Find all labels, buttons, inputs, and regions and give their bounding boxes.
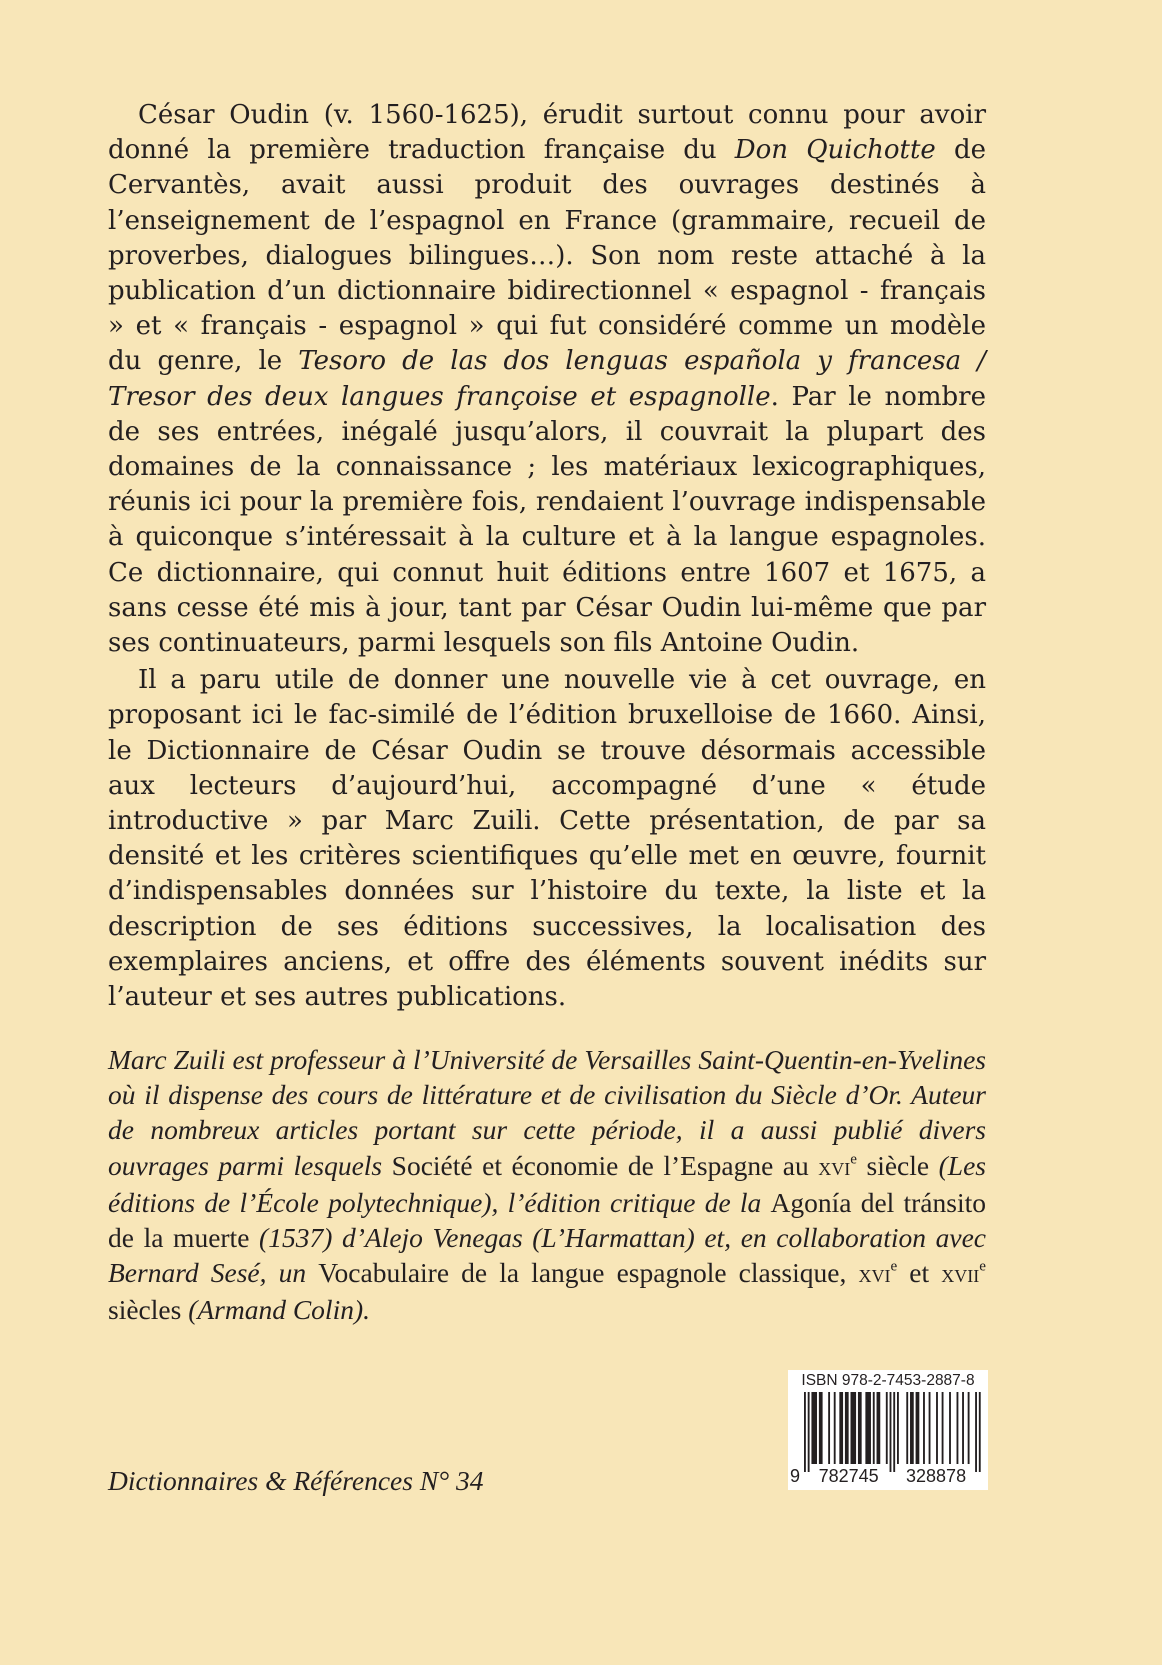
barcode-bar <box>942 1392 944 1464</box>
barcode-bar <box>804 1392 806 1472</box>
barcode-bar <box>890 1392 892 1472</box>
description-text <box>108 98 986 1015</box>
barcode-bar <box>906 1392 908 1464</box>
barcode-bar <box>893 1392 895 1472</box>
barcode-bar <box>845 1392 849 1464</box>
bio-text: Société et économie de l’Espagne au <box>391 1149 819 1181</box>
barcode-bar <box>957 1392 959 1464</box>
barcode-left-digits: 782745 <box>818 1466 879 1486</box>
barcode-bar <box>923 1392 925 1464</box>
bio-text: siècles <box>108 1294 182 1326</box>
isbn-label: ISBN 978-2-7453-2887-8 <box>801 1372 975 1389</box>
collection-series-label: Dictionnaires & Références N° 34 <box>108 1465 484 1496</box>
barcode-bar <box>897 1392 899 1464</box>
description-paragraph-1 <box>108 98 986 661</box>
work-title-tesoro: Tesoro de las dos lenguas española y francesa / Tresor des deux langues françoise et espagnolle <box>108 346 986 412</box>
isbn-barcode <box>788 1370 988 1490</box>
bio-text: (Les éditions de l’École polytechnique), l’édition critique de la <box>108 1149 986 1218</box>
barcode-bar <box>834 1392 836 1464</box>
barcode-bar <box>886 1392 888 1464</box>
barcode-bar <box>851 1392 857 1464</box>
barcode-bar <box>975 1392 977 1472</box>
superscript: e <box>850 1151 857 1168</box>
paragraph-text: . Par le nombre de ses entrées, inégalé jusqu’alors, il couvrait la plupart des domaines de la connaissance ; les matériaux lexicographiques, réunis ici pour la première fois, rendaient l’ouvrage indispensable à quiconque s’intéressait à la culture et à la langue espagnoles. Ce dictionnaire, qui connut huit éditions entre 1607 et 1675, a sans cesse été mis à jour, tant par César Oudin lui-même que par ses continuateurs, parmi lesquels son fils Antoine Oudin. <box>108 381 986 659</box>
barcode-graphic <box>788 1370 988 1490</box>
barcode-bar <box>839 1392 843 1464</box>
superscript: e <box>890 1258 898 1275</box>
bio-text: et <box>897 1257 942 1289</box>
work-title-agonia: Agonía del tránsito de la muerte <box>108 1186 986 1254</box>
bio-text: Vocabulaire de la langue espagnole classique, <box>318 1257 859 1289</box>
barcode-bar <box>949 1392 951 1464</box>
barcode-bar <box>873 1392 875 1464</box>
work-title-don-quichotte: Don Quichotte <box>734 135 936 166</box>
bio-text: Marc Zuili est professeur à l’Université de Versailles Saint-Quentin-en-Yvelines où il dispense des cours de littérature et de civilisation du Siècle d’Or. Auteur de nombreux articles portant sur cette période, il a aussi publié divers ouvrages parmi lesquels <box>108 1044 986 1181</box>
paragraph-text: César Oudin (v. 1560-1625), érudit surtout connu pour avoir donné la première traduction française du <box>108 100 986 166</box>
barcode-bar <box>828 1392 830 1464</box>
barcode-bar <box>808 1392 810 1472</box>
barcode-bar <box>811 1392 817 1464</box>
century-numeral: xvi <box>858 1260 891 1289</box>
description-paragraph-2: Il a paru utile de donner une nouvelle vie à cet ouvrage, en proposant ici le fac-similé de l’édition bruxelloise de 1660. Ainsi, le Dictionnaire de César Oudin se trouve désormais accessible aux lecteurs d’aujourd’hui, accompagné d’une « étude introductive » par Marc Zuili. Cette présentation, de par sa densité et les critères scientifiques qu’elle met en œuvre, fournit d’indispensables données sur l’histoire du texte, la liste et la description de ses éditions successives, la localisation des exemplaires anciens, et offre des éléments souvent inédits sur l’auteur et ses autres publications. <box>108 665 986 1013</box>
barcode-bar <box>968 1392 970 1464</box>
barcode-bar <box>877 1392 881 1464</box>
barcode-bar <box>936 1392 938 1464</box>
barcode-bar <box>916 1392 920 1464</box>
bio-text: (1537) d’Alejo Venegas (L’Harmattan) et, en collaboration avec Bernard Sesé, un <box>108 1222 986 1289</box>
barcode-right-digits: 328878 <box>906 1466 967 1486</box>
century-numeral: xvii <box>941 1260 980 1289</box>
century-numeral: xvi <box>818 1152 851 1181</box>
work-title-societe <box>392 1150 929 1181</box>
bio-text: (Armand Colin). <box>181 1294 370 1326</box>
barcode-bar <box>858 1392 862 1464</box>
barcode-bar <box>819 1392 823 1464</box>
barcode-bar <box>929 1392 931 1464</box>
barcode-bar <box>962 1392 964 1464</box>
barcode-bar <box>910 1392 914 1464</box>
superscript: e <box>979 1258 986 1275</box>
bio-text: siècle <box>857 1149 930 1181</box>
barcode-bar <box>979 1392 981 1472</box>
barcode-first-digit: 9 <box>789 1466 800 1486</box>
author-biography <box>108 1042 986 1328</box>
paragraph-text: de Cervantès, avait aussi produit des ouvrages destinés à l’enseignement de l’espagnol en France (grammaire, recueil de proverbes, dialogues bilingues…). Son nom reste attaché à la publication d’un dictionnaire bidirectionnel « espagnol - français » et « français - espagnol » qui fut considéré comme un modèle du genre, le <box>108 135 986 377</box>
barcode-bar <box>865 1392 871 1464</box>
